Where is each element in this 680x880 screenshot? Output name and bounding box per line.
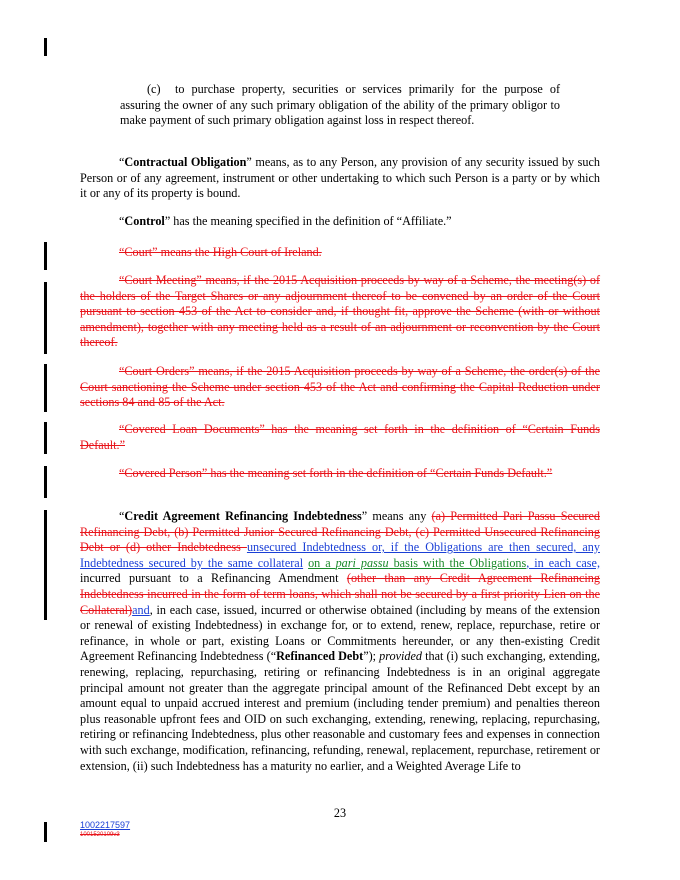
deleted-definition-covered-loan-documents [80, 422, 600, 453]
definition-text: incurred pursuant to a Refinancing Amendment [80, 571, 347, 586]
deleted-text: “Court Meeting” means, if the 2015 Acquisition proceeds by way of a Scheme, the meeting(s) of the holders of the Target Shares or any adjournment thereof to be convened by an order of the Court pursuant to section 453 of the Act to consider and, if thought fit, approve the Scheme (with or without amendment), together with any meeting held as a result of an adjournment or reconvention by the Court thereof. [80, 273, 600, 350]
inserted-text: unsecured Indebtedness or, if the Obligations are then secured, any Indebtedness secured by the same collateral [80, 540, 600, 570]
term-credit-agreement-refinancing: Credit Agreement Refinancing Indebtedness [124, 509, 362, 523]
deleted-text: “Court” means the High Court of Ireland. [119, 245, 322, 259]
page-number: 23 [333, 806, 347, 820]
deleted-definition-court-orders [80, 364, 600, 411]
deleted-text: “Court Orders” means, if the 2015 Acquisition proceeds by way of a Scheme, the order(s) of the Court sanctioning the Scheme under section 453 of the Act and confirming the Capital Reduction under sections 84 and 85 of the Act. [80, 364, 600, 410]
deleted-text: (other than any Credit Agreement Refinancing Indebtedness incurred in the form of term loans, which shall not be secured by a first priority Lien on the Collateral) [80, 571, 600, 617]
definition-text: that (i) such exchanging, extending, renewing, replacing, repurchasing, retiring or refinancing Indebtedness is in an original aggregate principal amount not greater than the aggregate principal amount of the Refinanced Debt except by an amount equal to unpaid accrued interest and premium (including tender premium) and penalties thereon plus reasonable upfront fees and OID on such exchanging, extending, renewing, replacing, repurchasing, retiring or refinancing Indebtedness, plus other reasonable and customary fees and expenses in connection with such exchange, modification, refinancing, refunding, renewal, replacement, repurchase, retirement or extension, (ii) such Indebtedness has a maturity no earlier, and a Weighted Average Life to [80, 649, 601, 773]
moved-text-part: basis with the Obligations [388, 555, 527, 570]
inserted-text: , in each case, [526, 555, 601, 570]
moved-text-part: on a [308, 555, 336, 570]
change-bar [44, 822, 47, 842]
term-contractual-obligation: Contractual Obligation [124, 155, 247, 169]
clause-c [120, 82, 560, 129]
change-bar [44, 282, 47, 354]
footer-document-id: 1002217597 [80, 820, 131, 830]
provided-italic: provided [379, 649, 423, 664]
change-bar [44, 242, 47, 270]
definition-control: “Control” has the meaning specified in the definition of “Affiliate.” [119, 214, 452, 228]
change-bar [44, 422, 47, 454]
change-bar [44, 510, 47, 620]
term-refinanced-debt: Refinanced Debt [276, 649, 364, 664]
moved-text [308, 556, 526, 570]
deleted-text: “Covered Loan Documents” has the meaning set forth in the definition of “Certain Funds Default.” [80, 422, 600, 452]
definition-credit-agreement-refinancing-indebtedness: “Credit Agreement Refinancing Indebtedness” means any (a) Permitted Pari Passu Secured Refinancing Debt, (b) Permitted Junior Secured Refinancing Debt, (c) Permitted Unsecured Refinancing Debt or (d) other Indebtedness unsecured Indebtedness or, if the Obligations are then secured, any Indebtedness secured by the same collateral on a pari passu basis with the Obligations, in each case, incurred pursuant to a Refinancing Amendment (other than any Credit Agreement Refinancing Indebtedness incurred in the form of term loans, which shall not be secured by a first priority Lien on the Collateral)and, in each case, issued, incurred or otherwise obtained (including by means of the extension or renewal of existing Indebtedness) in exchange for, or to extend, renew, replace, repurchase, retire or refinance, in whole or part, existing Loans or Commitments hereunder, or any then-existing Credit Agreement Refinancing Indebtedness (“Refinanced Debt”); provided that (i) such exchanging, extending, renewing, replacing, repurchasing, retiring or refinancing Indebtedness is in an original aggregate principal amount not greater than the aggregate principal amount of the Refinanced Debt except by an amount equal to unpaid accrued interest and premium (including tender premium) and penalties thereon plus reasonable upfront fees and OID on such exchanging, extending, renewing, replacing, repurchasing, retiring or refinancing Indebtedness, plus other reasonable and customary fees and expenses in connection with such exchange, modification, refinancing, refunding, renewal, replacement, repurchase, retirement or extension, (ii) such Indebtedness has a maturity no earlier, and a Weighted Average Life to [80, 509, 601, 773]
moved-text-italic: pari passu [335, 555, 389, 570]
term-control: Control [124, 214, 165, 228]
deleted-text: (a) Permitted Pari Passu Secured Refinancing Debt, (b) Permitted Junior Secured Refinancing Debt, (c) Permitted Unsecured Refinancing Debt or (d) other Indebtedness [80, 509, 600, 555]
definition-contractual-obligation: “Contractual Obligation” means, as to any Person, any provision of any security issued by such Person or of any agreement, instrument or other undertaking to which such Person is a party or by which it or any of its property is bound. [80, 155, 600, 201]
clause-c-label: (c) [147, 82, 161, 96]
deleted-definition-court [80, 245, 600, 261]
definition-text: ”); [363, 649, 380, 664]
footer-old-document-id: 1001520109v3 [80, 832, 120, 838]
definition-text: ” means any [361, 509, 432, 523]
inserted-text: and [132, 602, 150, 617]
definition-text: ” means, as to any Person, any provision of any security issued by such Person or of any agreement, instrument or other undertaking to which such Person is a party or by which it or any of its property is bound. [80, 155, 600, 201]
change-bar [44, 38, 47, 56]
definition-text: ” has the meaning specified in the definition of “Affiliate.” [164, 214, 452, 228]
deleted-definition-court-meeting [80, 273, 600, 351]
change-bar [44, 364, 47, 412]
deleted-definition-covered-person [80, 466, 600, 482]
change-bar [44, 466, 47, 498]
definition-text: , in each case, issued, incurred or otherwise obtained (including by means of the extension or renewal of existing Indebtedness) in exchange for, or to extend, renew, replace, repurchase, retire or refinance, in whole or part, existing Loans or Commitments hereunder, or any then-existing Credit Agreement Refinancing Indebtedness (“ [80, 602, 600, 664]
deleted-text: “Covered Person” has the meaning set forth in the definition of “Certain Funds Default.” [119, 466, 553, 480]
clause-c-text: to purchase property, securities or services primarily for the purpose of assuring the owner of any such primary obligation of the ability of the primary obligor to make payment of such primary obligation against loss in respect thereof. [120, 82, 560, 128]
